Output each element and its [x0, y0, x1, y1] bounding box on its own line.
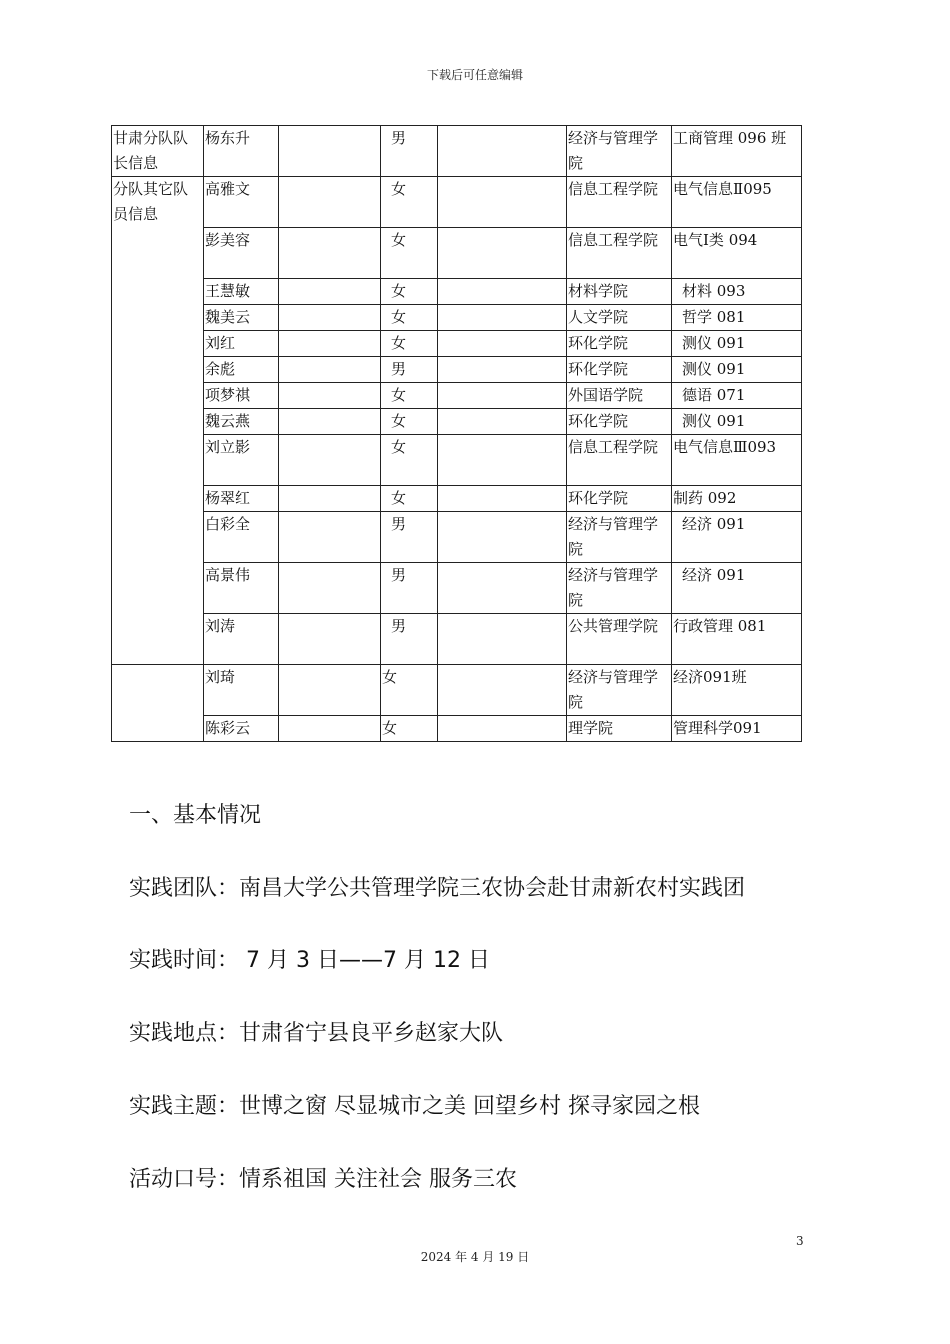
members-group-label: 分队其它队员信息 — [112, 177, 204, 665]
member-gender: 女 — [381, 716, 438, 742]
member-class: 电气Ⅰ类 094 — [672, 228, 802, 279]
practice-time: 实践时间： 7 月 3 日——7 月 12 日 — [129, 948, 490, 973]
member-college: 信息工程学院 — [567, 177, 672, 228]
table-row — [112, 357, 802, 383]
member-college: 材料学院 — [567, 279, 672, 305]
table-row — [112, 409, 802, 435]
member-gender: 男 — [381, 512, 438, 563]
practice-theme: 实践主题：世博之窗 尽显城市之美 回望乡村 探寻家园之根 — [129, 1094, 700, 1119]
member-name: 王慧敏 — [204, 279, 279, 305]
member-class: 经济091班 — [672, 665, 802, 716]
member-table — [111, 125, 802, 742]
member-college: 环化学院 — [567, 357, 672, 383]
member-gender: 女 — [381, 409, 438, 435]
table-row — [112, 665, 802, 716]
table-row — [112, 331, 802, 357]
member-name: 高景伟 — [204, 563, 279, 614]
member-college: 环化学院 — [567, 409, 672, 435]
member-gender: 女 — [381, 486, 438, 512]
page-header: 下载后可任意编辑 — [426, 68, 523, 82]
member-gender: 男 — [381, 126, 438, 177]
section-heading: 一、基本情况 — [129, 803, 262, 828]
member-class: 工商管理 096 班 — [672, 126, 802, 177]
member-class: 德语 071 — [672, 383, 802, 409]
member-class: 行政管理 081 — [672, 614, 802, 665]
table-row — [112, 126, 802, 177]
member-gender: 女 — [381, 177, 438, 228]
member-class: 材料 093 — [672, 279, 802, 305]
member-name: 刘立影 — [204, 435, 279, 486]
page-number: 3 — [796, 1234, 804, 1248]
table-row — [112, 279, 802, 305]
member-class: 测仪 091 — [672, 331, 802, 357]
member-name: 杨东升 — [204, 126, 279, 177]
member-name: 刘红 — [204, 331, 279, 357]
member-class: 管理科学091 — [672, 716, 802, 742]
member-college: 经济与管理学院 — [567, 126, 672, 177]
member-gender: 女 — [381, 435, 438, 486]
table-row — [112, 177, 802, 228]
member-name: 刘琦 — [204, 665, 279, 716]
activity-slogan: 活动口号：情系祖国 关注社会 服务三农 — [129, 1167, 517, 1192]
table-row — [112, 486, 802, 512]
member-gender: 女 — [381, 383, 438, 409]
table-row — [112, 512, 802, 563]
member-name: 陈彩云 — [204, 716, 279, 742]
table-row — [112, 435, 802, 486]
table-row — [112, 228, 802, 279]
member-college: 经济与管理学院 — [567, 512, 672, 563]
member-name: 魏云燕 — [204, 409, 279, 435]
practice-team: 实践团队：南昌大学公共管理学院三农协会赴甘肃新农村实践团 — [129, 876, 746, 901]
table-row — [112, 383, 802, 409]
member-name: 杨翠红 — [204, 486, 279, 512]
member-name: 白彩全 — [204, 512, 279, 563]
member-name: 余彪 — [204, 357, 279, 383]
member-class: 测仪 091 — [672, 409, 802, 435]
member-class: 测仪 091 — [672, 357, 802, 383]
member-class: 哲学 081 — [672, 305, 802, 331]
member-gender: 男 — [381, 614, 438, 665]
member-name: 魏美云 — [204, 305, 279, 331]
member-class: 电气信息Ⅱ095 — [672, 177, 802, 228]
member-class: 电气信息Ⅲ093 — [672, 435, 802, 486]
member-class: 经济 091 — [672, 512, 802, 563]
member-college: 外国语学院 — [567, 383, 672, 409]
member-college: 信息工程学院 — [567, 435, 672, 486]
practice-place: 实践地点：甘肃省宁县良平乡赵家大队 — [129, 1021, 504, 1046]
member-gender: 女 — [381, 665, 438, 716]
table-row — [112, 716, 802, 742]
member-name: 高雅文 — [204, 177, 279, 228]
table-row — [112, 614, 802, 665]
member-name: 彭美容 — [204, 228, 279, 279]
member-college: 理学院 — [567, 716, 672, 742]
member-class: 经济 091 — [672, 563, 802, 614]
table-row — [112, 305, 802, 331]
member-gender: 男 — [381, 357, 438, 383]
table-row — [112, 563, 802, 614]
member-gender: 女 — [381, 331, 438, 357]
member-gender: 男 — [381, 563, 438, 614]
member-college: 经济与管理学院 — [567, 563, 672, 614]
member-class: 制药 092 — [672, 486, 802, 512]
footer-date: 2024 年 4 月 19 日 — [420, 1250, 530, 1264]
member-college: 公共管理学院 — [567, 614, 672, 665]
member-name: 项梦祺 — [204, 383, 279, 409]
member-college: 环化学院 — [567, 331, 672, 357]
member-college: 信息工程学院 — [567, 228, 672, 279]
member-gender: 女 — [381, 228, 438, 279]
member-name: 刘涛 — [204, 614, 279, 665]
member-gender: 女 — [381, 279, 438, 305]
leader-group-label: 甘肃分队队长信息 — [112, 126, 204, 177]
member-gender: 女 — [381, 305, 438, 331]
member-college: 经济与管理学院 — [567, 665, 672, 716]
member-college: 环化学院 — [567, 486, 672, 512]
member-college: 人文学院 — [567, 305, 672, 331]
